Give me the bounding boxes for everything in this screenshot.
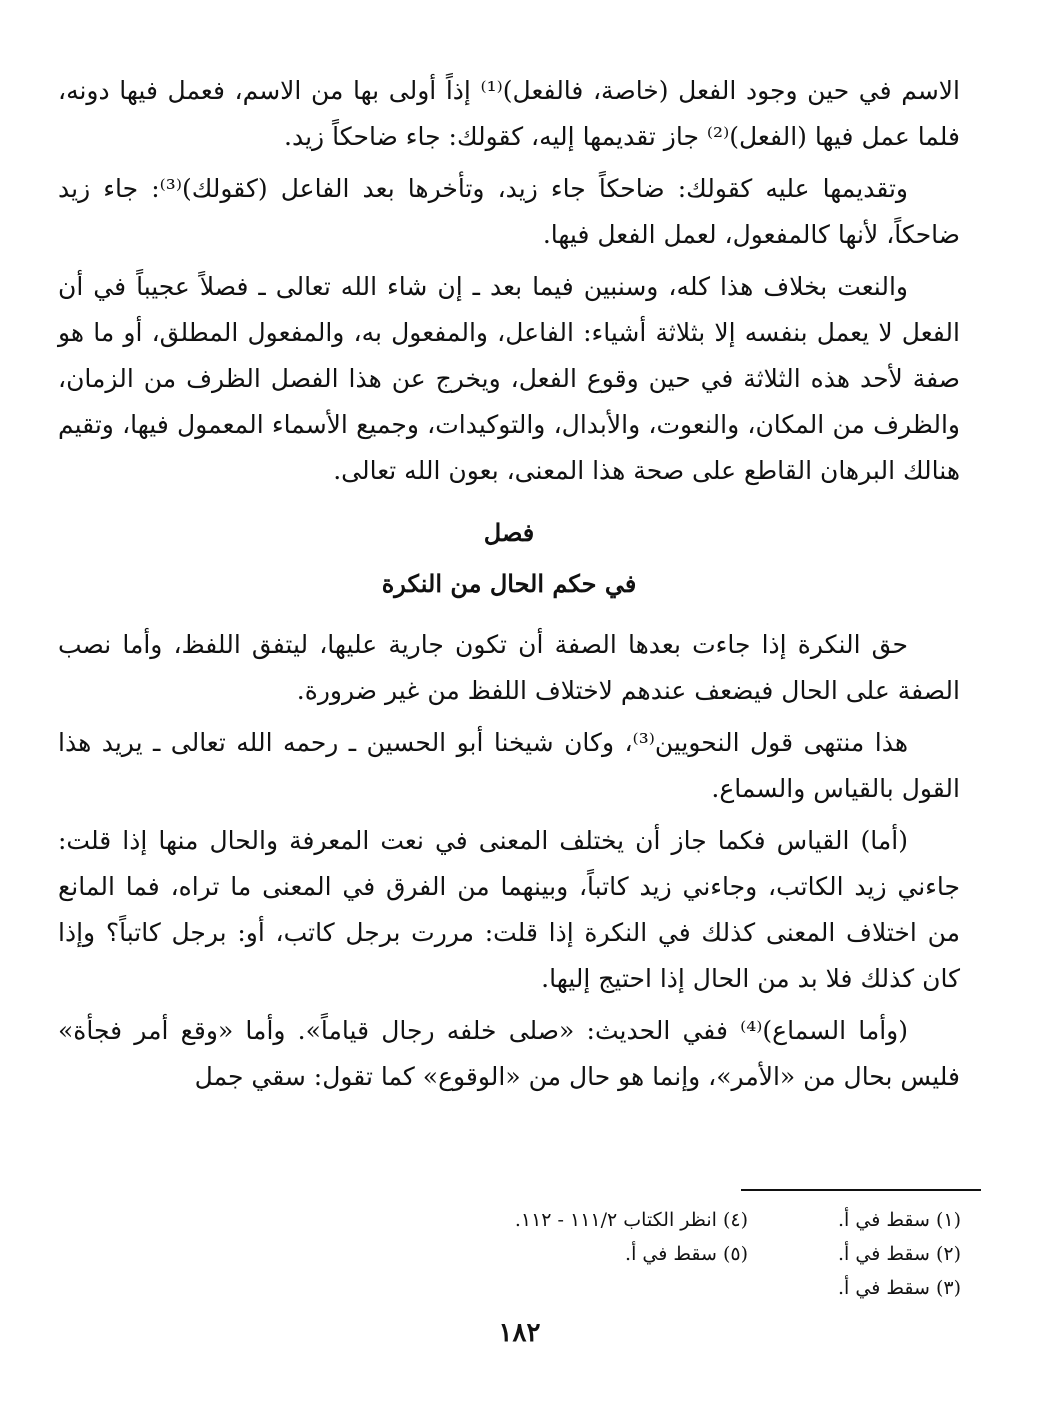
page-number: ١٨٢	[498, 1318, 541, 1348]
footnote: (٢) سقط في أ.	[838, 1243, 961, 1265]
paragraph: حق النكرة إذا جاءت بعدها الصفة أن تكون جارية عليها، ليتفق اللفظ، وأما نصب الصفة على الحال فيضعف عندهم لاختلاف اللفظ من غير ضرورة.	[58, 630, 960, 705]
section-heading: فصل	[483, 518, 535, 547]
footnote: (٣) سقط في أ.	[838, 1277, 961, 1299]
footnotes-left-column	[515, 1203, 748, 1305]
footnote: (١) سقط في أ.	[838, 1209, 961, 1231]
footnotes-right-column	[838, 1203, 961, 1305]
section-headings	[58, 508, 960, 610]
paragraph: هذا منتهى قول النحويين⁽³⁾، وكان شيخنا أبو الحسين ـ رحمه الله تعالى ـ يريد هذا القول بالقياس والسماع.	[58, 728, 960, 803]
paragraph: (أما) القياس فكما جاز أن يختلف المعنى في نعت المعرفة والحال منها إذا قلت: جاءني زيد الكاتب، وجاءني زيد كاتباً، وبينهما من الفرق في المعنى ما تراه، فما المانع من اختلاف المعنى كذلك في النكرة إذا قلت: مررت برجل كاتب، أو: برجل كاتباً؟ وإذا كان كذلك فلا بد من الحال إذا احتيج إليها.	[58, 826, 960, 993]
paragraph: والنعت بخلاف هذا كله، وسنبين فيما بعد ـ إن شاء الله تعالى ـ فصلاً عجيباً في أن الفعل لا يعمل بنفسه إلا بثلاثة أشياء: الفاعل، والمفعول به، والمفعول المطلق، أو ما هو صفة لأحد هذه الثلاثة في حين وقوع الفعل، ويخرج عن هذا الفصل الظرف من الزمان، والظرف من المكان، والنعوت، والأبدال، والتوكيدات، وجميع الأسماء المعمول فيها، وتقيم هنالك البرهان القاطع على صحة هذا المعنى، بعون الله تعالى.	[58, 272, 960, 485]
footnote-divider	[741, 1189, 981, 1191]
footnotes	[141, 1203, 961, 1305]
paragraph: (وأما السماع)⁽⁴⁾ ففي الحديث: «صلى خلفه رجال قياماً». وأما «وقع أمر فجأة» فليس بحال من «الأمر»، وإنما هو حال من «الوقوع» كما تقول: سقي جمل	[58, 1016, 960, 1091]
footnote: (٤) انظر الكتاب ١١١/٢ - ١١٢.	[514, 1209, 749, 1231]
footnote: (٥) سقط في أ.	[625, 1243, 749, 1265]
section-subheading: في حكم الحال من النكرة	[381, 569, 637, 598]
page-body	[58, 68, 960, 1106]
paragraph: الاسم في حين وجود الفعل (خاصة، فالفعل)⁽¹⁾ إذاً أولى بها من الاسم، فعمل فيها دونه، فلما عمل فيها (الفعل)⁽²⁾ جاز تقديمها إليه، كقولك: جاء ضاحكاً زيد.	[58, 76, 960, 151]
paragraph: وتقديمها عليه كقولك: ضاحكاً جاء زيد، وتأخرها بعد الفاعل (كقولك)⁽³⁾: جاء زيد ضاحكاً، لأنها كالمفعول، لعمل الفعل فيها.	[58, 174, 960, 249]
